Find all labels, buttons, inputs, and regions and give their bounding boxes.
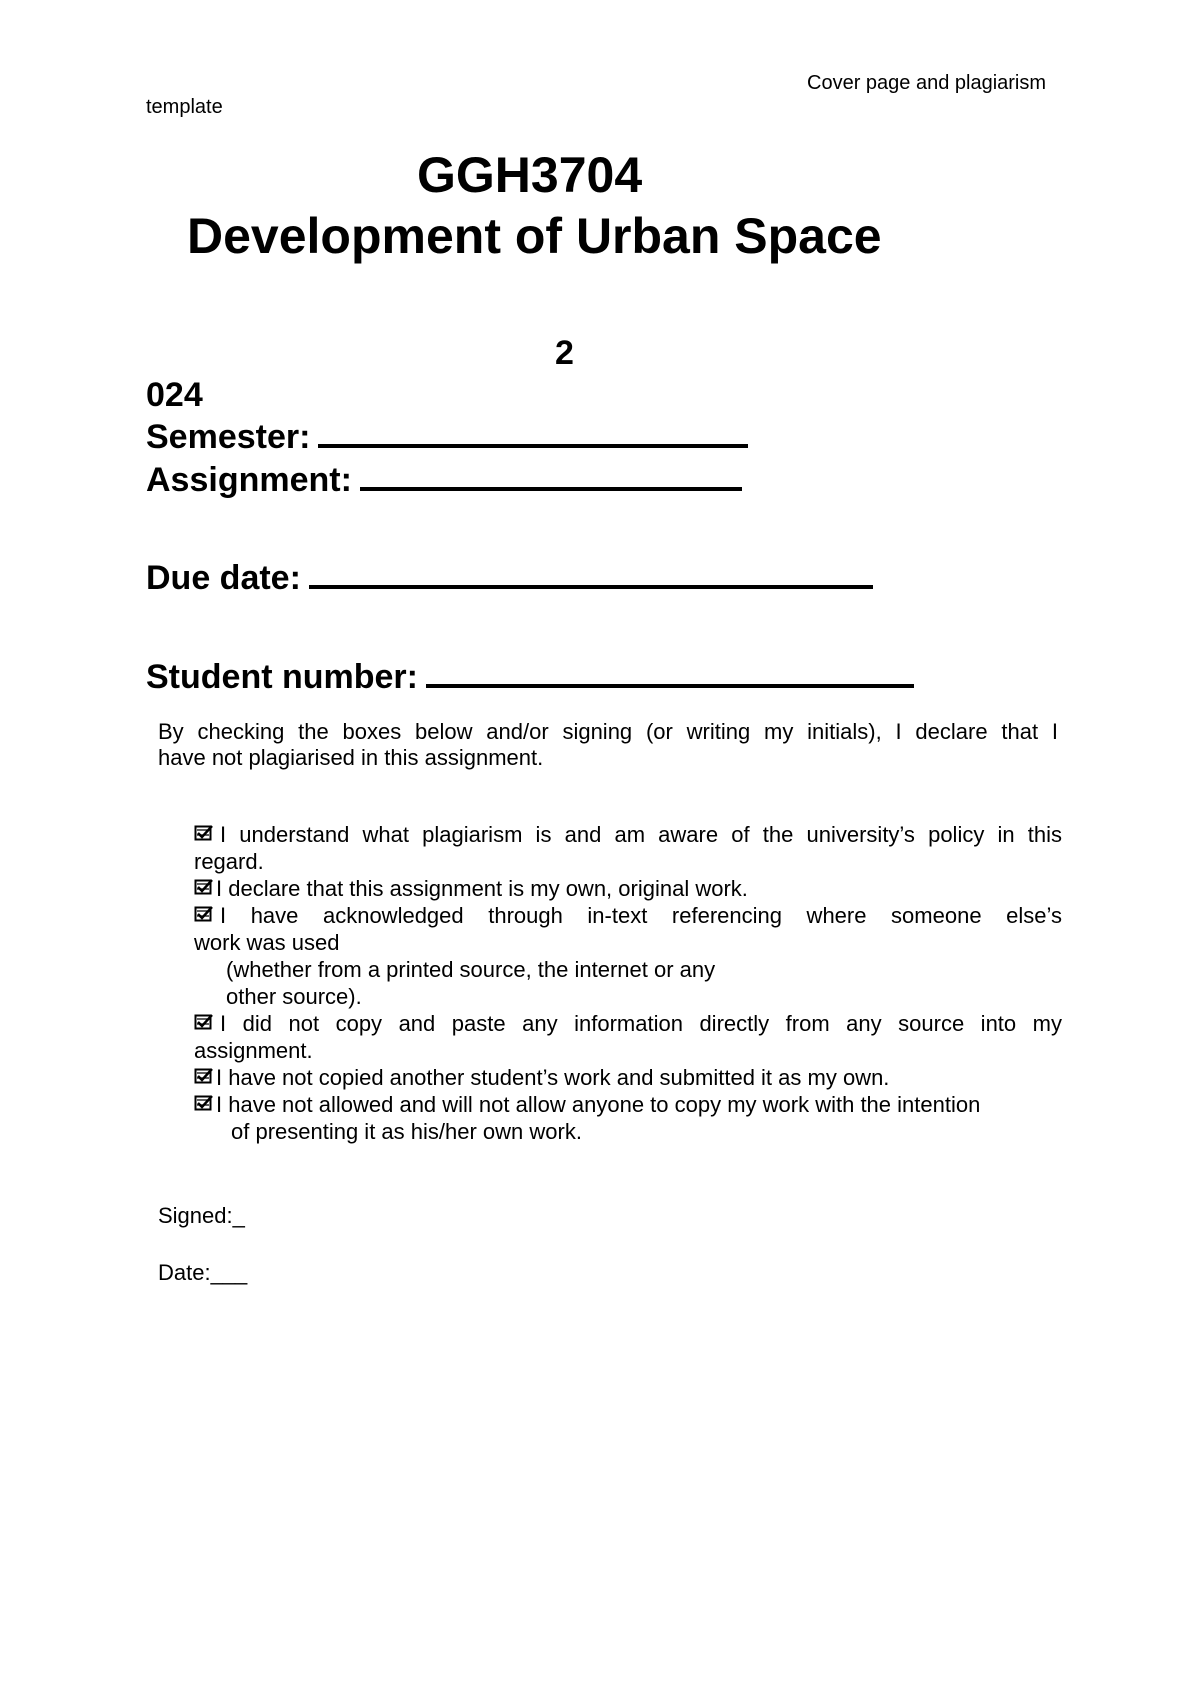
header-left: template [146,96,223,118]
checked-box-icon[interactable] [194,904,214,922]
list-item [194,903,1062,929]
item-1-cont: regard. [194,849,264,874]
item-3-cont-3: other source). [226,984,362,1009]
item-1-text: I understand what plagiarism is and am aware of the university’s policy in this [220,822,1062,847]
due-date-label: Due date: [146,559,301,597]
item-3-text: I have acknowledged through in-text referencing where someone else’s [220,903,1062,928]
due-date-field [146,559,873,598]
semester-field [146,418,748,457]
assignment-blank[interactable] [360,487,742,491]
assignment-label: Assignment: [146,461,352,499]
declaration-line-2: have not plagiarised in this assignment. [158,745,544,770]
year-part1: 2 [555,334,574,372]
year-part2: 024 [146,376,203,414]
semester-label: Semester: [146,418,311,456]
item-4-text: I did not copy and paste any information directly from any source into my [220,1011,1062,1036]
item-5-text: I have not copied another student’s work and submitted it as my own. [216,1065,890,1090]
student-number-field [146,658,914,697]
checked-box-icon[interactable] [194,1093,214,1111]
list-item [194,822,1062,848]
list-item [194,1011,1062,1037]
item-3-cont: work was used [194,930,340,955]
checked-box-icon[interactable] [194,823,214,841]
signed-line[interactable]: Signed:_ [158,1203,245,1228]
item-2-text: I declare that this assignment is my own, original work. [216,876,748,901]
checked-box-icon[interactable] [194,1066,214,1084]
item-6-cont: of presenting it as his/her own work. [231,1119,582,1144]
item-3-cont-2: (whether from a printed source, the internet or any [226,957,716,982]
due-date-blank[interactable] [309,585,873,589]
list-item [194,1065,889,1091]
assignment-field [146,461,742,500]
semester-blank[interactable] [318,444,748,448]
date-line[interactable]: Date:___ [158,1260,248,1285]
item-4-cont: assignment. [194,1038,313,1063]
item-6-text: I have not allowed and will not allow anyone to copy my work with the intention [216,1092,981,1117]
checked-box-icon[interactable] [194,1012,214,1030]
student-number-blank[interactable] [426,684,914,688]
declaration-line-1: By checking the boxes below and/or signing (or writing my initials), I declare that I [158,719,1058,744]
checked-box-icon[interactable] [194,877,214,895]
list-item [194,1092,980,1118]
list-item [194,876,748,902]
course-name: Development of Urban Space [187,208,882,264]
header-right: Cover page and plagiarism [807,72,1047,94]
course-code: GGH3704 [417,147,643,203]
student-number-label: Student number: [146,658,418,696]
